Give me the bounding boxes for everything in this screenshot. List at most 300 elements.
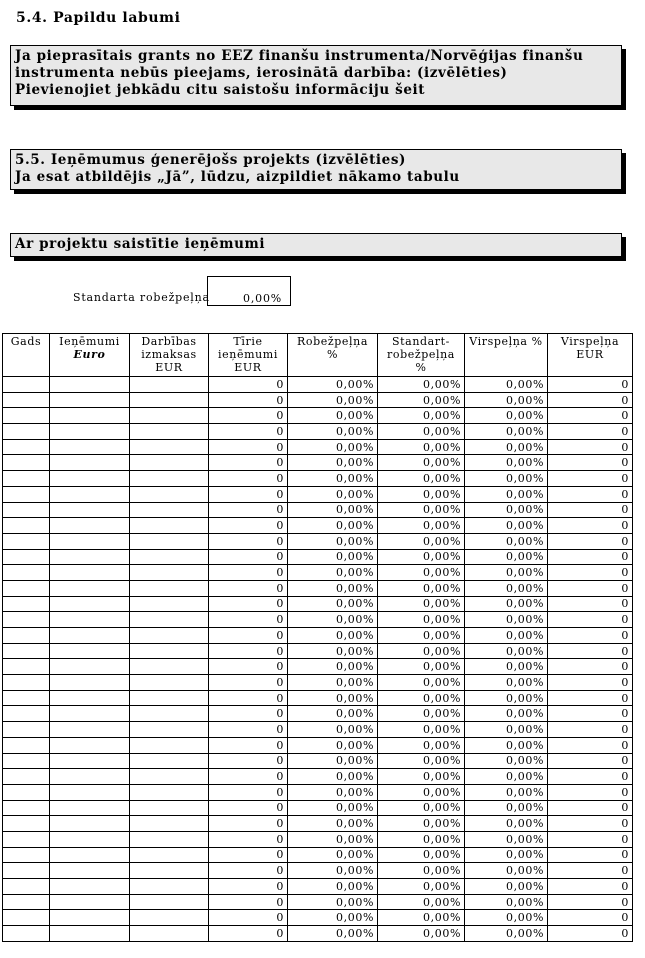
cell-excess-eur: 0 [548, 926, 633, 942]
cell-excess: 0,00% [465, 831, 548, 847]
cell-margin: 0,00% [288, 518, 378, 534]
cell-excess-eur: 0 [548, 502, 633, 518]
cell-excess-eur: 0 [548, 753, 633, 769]
cell-costs[interactable] [130, 706, 209, 722]
cell-excess: 0,00% [465, 675, 548, 691]
cell-costs[interactable] [130, 455, 209, 471]
cell-income[interactable] [50, 722, 130, 738]
cell-income[interactable] [50, 643, 130, 659]
cell-year[interactable] [3, 894, 50, 910]
cell-income[interactable] [50, 455, 130, 471]
cell-income[interactable] [50, 659, 130, 675]
col-header-income [50, 334, 130, 377]
cell-costs[interactable] [130, 926, 209, 942]
cell-costs[interactable] [130, 722, 209, 738]
cell-year[interactable] [3, 628, 50, 644]
cell-costs[interactable] [130, 549, 209, 565]
cell-margin: 0,00% [288, 628, 378, 644]
cell-std-margin: 0,00% [378, 502, 465, 518]
cell-net: 0 [209, 408, 288, 424]
cell-std-margin: 0,00% [378, 392, 465, 408]
cell-costs[interactable] [130, 879, 209, 895]
cell-net: 0 [209, 549, 288, 565]
table-row [3, 424, 633, 440]
cell-std-margin: 0,00% [378, 816, 465, 832]
cell-income[interactable] [50, 502, 130, 518]
cell-income[interactable] [50, 486, 130, 502]
cell-margin: 0,00% [288, 612, 378, 628]
table-row [3, 549, 633, 565]
table-row [3, 753, 633, 769]
cell-excess: 0,00% [465, 377, 548, 393]
table-row [3, 471, 633, 487]
cell-net: 0 [209, 831, 288, 847]
info-box-line: Ja pieprasītais grants no EEZ finanšu instrumenta/Norvēģijas finanšu [15, 48, 584, 64]
cell-excess: 0,00% [465, 910, 548, 926]
cell-excess-eur: 0 [548, 769, 633, 785]
cell-net: 0 [209, 722, 288, 738]
cell-excess: 0,00% [465, 800, 548, 816]
cell-year[interactable] [3, 596, 50, 612]
cell-income[interactable] [50, 549, 130, 565]
cell-excess: 0,00% [465, 486, 548, 502]
cell-costs[interactable] [130, 424, 209, 440]
cell-margin: 0,00% [288, 769, 378, 785]
cell-year[interactable] [3, 847, 50, 863]
cell-costs[interactable] [130, 769, 209, 785]
cell-costs[interactable] [130, 690, 209, 706]
cell-year[interactable] [3, 769, 50, 785]
cell-income[interactable] [50, 753, 130, 769]
cell-income[interactable] [50, 424, 130, 440]
table-row [3, 737, 633, 753]
cell-year[interactable] [3, 879, 50, 895]
cell-std-margin: 0,00% [378, 471, 465, 487]
cell-income[interactable] [50, 471, 130, 487]
cell-income[interactable] [50, 816, 130, 832]
cell-margin: 0,00% [288, 816, 378, 832]
cell-costs[interactable] [130, 628, 209, 644]
cell-year[interactable] [3, 784, 50, 800]
cell-income[interactable] [50, 518, 130, 534]
table-row [3, 486, 633, 502]
cell-income[interactable] [50, 737, 130, 753]
cell-excess: 0,00% [465, 612, 548, 628]
cell-excess-eur: 0 [548, 784, 633, 800]
cell-excess-eur: 0 [548, 377, 633, 393]
cell-net: 0 [209, 518, 288, 534]
cell-income[interactable] [50, 612, 130, 628]
col-header-net: Tīrie ieņēmumi EUR [209, 334, 288, 377]
cell-net: 0 [209, 424, 288, 440]
cell-costs[interactable] [130, 565, 209, 581]
cell-excess: 0,00% [465, 659, 548, 675]
cell-year[interactable] [3, 643, 50, 659]
cell-excess-eur: 0 [548, 847, 633, 863]
cell-income[interactable] [50, 831, 130, 847]
cell-income[interactable] [50, 894, 130, 910]
cell-costs[interactable] [130, 847, 209, 863]
table-row [3, 502, 633, 518]
cell-excess-eur: 0 [548, 455, 633, 471]
cell-costs[interactable] [130, 612, 209, 628]
col-header-income-currency: Euro [73, 348, 106, 361]
cell-std-margin: 0,00% [378, 910, 465, 926]
cell-margin: 0,00% [288, 879, 378, 895]
cell-excess: 0,00% [465, 706, 548, 722]
col-header-excess: Virspeļņa % [465, 334, 548, 377]
cell-income[interactable] [50, 847, 130, 863]
cell-net: 0 [209, 706, 288, 722]
cell-year[interactable] [3, 580, 50, 596]
table-row [3, 455, 633, 471]
cell-std-margin: 0,00% [378, 863, 465, 879]
cell-net: 0 [209, 471, 288, 487]
cell-year[interactable] [3, 753, 50, 769]
cell-excess-eur: 0 [548, 439, 633, 455]
cell-excess: 0,00% [465, 471, 548, 487]
cell-year[interactable] [3, 737, 50, 753]
cell-margin: 0,00% [288, 596, 378, 612]
table-row [3, 565, 633, 581]
cell-std-margin: 0,00% [378, 408, 465, 424]
cell-year[interactable] [3, 722, 50, 738]
standard-margin-field[interactable]: 0,00% [207, 276, 291, 306]
cell-net: 0 [209, 392, 288, 408]
cell-net: 0 [209, 643, 288, 659]
cell-net: 0 [209, 565, 288, 581]
cell-std-margin: 0,00% [378, 596, 465, 612]
cell-year[interactable] [3, 565, 50, 581]
cell-std-margin: 0,00% [378, 643, 465, 659]
cell-income[interactable] [50, 565, 130, 581]
info-box-line: Ar projektu saistītie ieņēmumi [15, 236, 266, 252]
cell-excess: 0,00% [465, 753, 548, 769]
cell-income[interactable] [50, 439, 130, 455]
cell-year[interactable] [3, 706, 50, 722]
cell-year[interactable] [3, 502, 50, 518]
cell-costs[interactable] [130, 737, 209, 753]
cell-excess: 0,00% [465, 408, 548, 424]
cell-excess-eur: 0 [548, 486, 633, 502]
table-row [3, 784, 633, 800]
cell-net: 0 [209, 737, 288, 753]
table-row [3, 439, 633, 455]
cell-margin: 0,00% [288, 471, 378, 487]
cell-margin: 0,00% [288, 863, 378, 879]
cell-excess: 0,00% [465, 722, 548, 738]
cell-margin: 0,00% [288, 831, 378, 847]
cell-excess: 0,00% [465, 769, 548, 785]
cell-costs[interactable] [130, 784, 209, 800]
cell-excess: 0,00% [465, 455, 548, 471]
cell-costs[interactable] [130, 816, 209, 832]
cell-year[interactable] [3, 863, 50, 879]
cell-margin: 0,00% [288, 737, 378, 753]
cell-year[interactable] [3, 675, 50, 691]
cell-margin: 0,00% [288, 486, 378, 502]
table-row [3, 675, 633, 691]
cell-std-margin: 0,00% [378, 439, 465, 455]
cell-costs[interactable] [130, 377, 209, 393]
cell-excess: 0,00% [465, 737, 548, 753]
cell-year[interactable] [3, 910, 50, 926]
cell-excess-eur: 0 [548, 596, 633, 612]
table-row [3, 926, 633, 942]
info-box-line: Ja esat atbildējis „Jā”, lūdzu, aizpildiet nākamo tabulu [15, 169, 460, 185]
cell-excess-eur: 0 [548, 565, 633, 581]
cell-income[interactable] [50, 377, 130, 393]
cell-std-margin: 0,00% [378, 879, 465, 895]
table-row [3, 706, 633, 722]
cell-year[interactable] [3, 486, 50, 502]
table-row [3, 690, 633, 706]
cell-income[interactable] [50, 392, 130, 408]
cell-std-margin: 0,00% [378, 659, 465, 675]
cell-excess: 0,00% [465, 549, 548, 565]
cell-year[interactable] [3, 424, 50, 440]
cell-excess-eur: 0 [548, 408, 633, 424]
cell-year[interactable] [3, 549, 50, 565]
cell-margin: 0,00% [288, 408, 378, 424]
cell-excess-eur: 0 [548, 831, 633, 847]
standard-margin-label: Standarta robežpeļņa [73, 291, 210, 304]
cell-excess-eur: 0 [548, 863, 633, 879]
table-row [3, 392, 633, 408]
cell-std-margin: 0,00% [378, 847, 465, 863]
cell-costs[interactable] [130, 392, 209, 408]
cell-excess-eur: 0 [548, 706, 633, 722]
cell-income[interactable] [50, 580, 130, 596]
cell-year[interactable] [3, 392, 50, 408]
cell-costs[interactable] [130, 439, 209, 455]
cell-std-margin: 0,00% [378, 518, 465, 534]
cell-year[interactable] [3, 471, 50, 487]
cell-income[interactable] [50, 926, 130, 942]
cell-excess-eur: 0 [548, 690, 633, 706]
cell-margin: 0,00% [288, 565, 378, 581]
cell-std-margin: 0,00% [378, 533, 465, 549]
cell-year[interactable] [3, 612, 50, 628]
cell-costs[interactable] [130, 863, 209, 879]
cell-costs[interactable] [130, 533, 209, 549]
cell-year[interactable] [3, 518, 50, 534]
cell-costs[interactable] [130, 643, 209, 659]
cell-std-margin: 0,00% [378, 722, 465, 738]
info-box-line: Pievienojiet jebkādu citu saistošu informāciju šeit [15, 82, 426, 98]
table-row [3, 863, 633, 879]
cell-excess-eur: 0 [548, 722, 633, 738]
cell-costs[interactable] [130, 831, 209, 847]
cell-income[interactable] [50, 706, 130, 722]
cell-income[interactable] [50, 675, 130, 691]
cell-costs[interactable] [130, 471, 209, 487]
cell-net: 0 [209, 486, 288, 502]
cell-excess-eur: 0 [548, 910, 633, 926]
cell-net: 0 [209, 690, 288, 706]
col-header-year: Gads [3, 334, 50, 377]
cell-year[interactable] [3, 408, 50, 424]
cell-excess: 0,00% [465, 784, 548, 800]
cell-margin: 0,00% [288, 502, 378, 518]
cell-excess: 0,00% [465, 518, 548, 534]
cell-excess-eur: 0 [548, 816, 633, 832]
cell-margin: 0,00% [288, 533, 378, 549]
cell-costs[interactable] [130, 675, 209, 691]
cell-year[interactable] [3, 455, 50, 471]
cell-income[interactable] [50, 408, 130, 424]
table-row [3, 894, 633, 910]
table-row [3, 816, 633, 832]
cell-income[interactable] [50, 800, 130, 816]
cell-margin: 0,00% [288, 424, 378, 440]
cell-std-margin: 0,00% [378, 628, 465, 644]
cell-net: 0 [209, 847, 288, 863]
cell-excess-eur: 0 [548, 628, 633, 644]
cell-std-margin: 0,00% [378, 894, 465, 910]
cell-net: 0 [209, 769, 288, 785]
cell-excess: 0,00% [465, 690, 548, 706]
cell-income[interactable] [50, 879, 130, 895]
cell-std-margin: 0,00% [378, 486, 465, 502]
cell-std-margin: 0,00% [378, 800, 465, 816]
cell-excess-eur: 0 [548, 737, 633, 753]
cell-year[interactable] [3, 816, 50, 832]
cell-net: 0 [209, 612, 288, 628]
cell-excess: 0,00% [465, 439, 548, 455]
cell-costs[interactable] [130, 580, 209, 596]
cell-std-margin: 0,00% [378, 926, 465, 942]
cell-excess-eur: 0 [548, 612, 633, 628]
cell-income[interactable] [50, 596, 130, 612]
cell-net: 0 [209, 628, 288, 644]
revenue-table [2, 333, 633, 942]
info-box-line: instrumenta nebūs pieejams, ierosinātā darbība: (izvēlēties) [15, 65, 508, 81]
cell-net: 0 [209, 910, 288, 926]
cell-std-margin: 0,00% [378, 690, 465, 706]
cell-year[interactable] [3, 690, 50, 706]
cell-net: 0 [209, 596, 288, 612]
cell-costs[interactable] [130, 659, 209, 675]
cell-excess-eur: 0 [548, 675, 633, 691]
cell-std-margin: 0,00% [378, 831, 465, 847]
cell-costs[interactable] [130, 894, 209, 910]
table-row [3, 910, 633, 926]
cell-net: 0 [209, 894, 288, 910]
cell-excess-eur: 0 [548, 580, 633, 596]
cell-margin: 0,00% [288, 643, 378, 659]
cell-costs[interactable] [130, 486, 209, 502]
info-box-line: 5.5. Ieņēmumus ģenerējošs projekts (izvēlēties) [15, 152, 407, 168]
cell-std-margin: 0,00% [378, 753, 465, 769]
cell-margin: 0,00% [288, 847, 378, 863]
cell-excess: 0,00% [465, 926, 548, 942]
table-row [3, 377, 633, 393]
cell-excess: 0,00% [465, 565, 548, 581]
col-header-excess-eur: Virspeļņa EUR [548, 334, 633, 377]
col-header-income-label: Ieņēmumi [59, 335, 120, 348]
cell-year[interactable] [3, 926, 50, 942]
cell-income[interactable] [50, 769, 130, 785]
cell-std-margin: 0,00% [378, 455, 465, 471]
cell-excess-eur: 0 [548, 894, 633, 910]
cell-costs[interactable] [130, 408, 209, 424]
cell-costs[interactable] [130, 518, 209, 534]
cell-net: 0 [209, 675, 288, 691]
cell-excess: 0,00% [465, 879, 548, 895]
cell-margin: 0,00% [288, 580, 378, 596]
cell-income[interactable] [50, 784, 130, 800]
cell-income[interactable] [50, 690, 130, 706]
info-box-project-revenue [10, 233, 622, 257]
col-header-margin: Robežpeļņa % [288, 334, 378, 377]
cell-excess: 0,00% [465, 424, 548, 440]
cell-costs[interactable] [130, 800, 209, 816]
cell-margin: 0,00% [288, 722, 378, 738]
cell-excess-eur: 0 [548, 392, 633, 408]
cell-net: 0 [209, 879, 288, 895]
table-row [3, 643, 633, 659]
cell-excess-eur: 0 [548, 879, 633, 895]
cell-net: 0 [209, 784, 288, 800]
cell-margin: 0,00% [288, 549, 378, 565]
table-row [3, 612, 633, 628]
cell-margin: 0,00% [288, 894, 378, 910]
cell-excess: 0,00% [465, 596, 548, 612]
table-row [3, 847, 633, 863]
cell-margin: 0,00% [288, 910, 378, 926]
cell-year[interactable] [3, 439, 50, 455]
cell-year[interactable] [3, 377, 50, 393]
cell-net: 0 [209, 800, 288, 816]
cell-excess-eur: 0 [548, 643, 633, 659]
cell-costs[interactable] [130, 910, 209, 926]
cell-margin: 0,00% [288, 800, 378, 816]
cell-year[interactable] [3, 533, 50, 549]
cell-excess-eur: 0 [548, 659, 633, 675]
cell-net: 0 [209, 439, 288, 455]
cell-std-margin: 0,00% [378, 706, 465, 722]
cell-std-margin: 0,00% [378, 675, 465, 691]
cell-margin: 0,00% [288, 439, 378, 455]
cell-excess: 0,00% [465, 894, 548, 910]
cell-excess: 0,00% [465, 643, 548, 659]
cell-costs[interactable] [130, 753, 209, 769]
cell-income[interactable] [50, 533, 130, 549]
cell-margin: 0,00% [288, 706, 378, 722]
cell-std-margin: 0,00% [378, 784, 465, 800]
cell-year[interactable] [3, 800, 50, 816]
cell-year[interactable] [3, 659, 50, 675]
cell-income[interactable] [50, 628, 130, 644]
table-row [3, 800, 633, 816]
table-header-row [3, 334, 633, 377]
cell-margin: 0,00% [288, 675, 378, 691]
cell-excess: 0,00% [465, 502, 548, 518]
cell-income[interactable] [50, 863, 130, 879]
cell-net: 0 [209, 533, 288, 549]
cell-excess: 0,00% [465, 628, 548, 644]
cell-income[interactable] [50, 910, 130, 926]
cell-costs[interactable] [130, 502, 209, 518]
cell-margin: 0,00% [288, 377, 378, 393]
cell-year[interactable] [3, 831, 50, 847]
cell-costs[interactable] [130, 596, 209, 612]
cell-net: 0 [209, 926, 288, 942]
cell-std-margin: 0,00% [378, 565, 465, 581]
table-row [3, 831, 633, 847]
table-row [3, 722, 633, 738]
